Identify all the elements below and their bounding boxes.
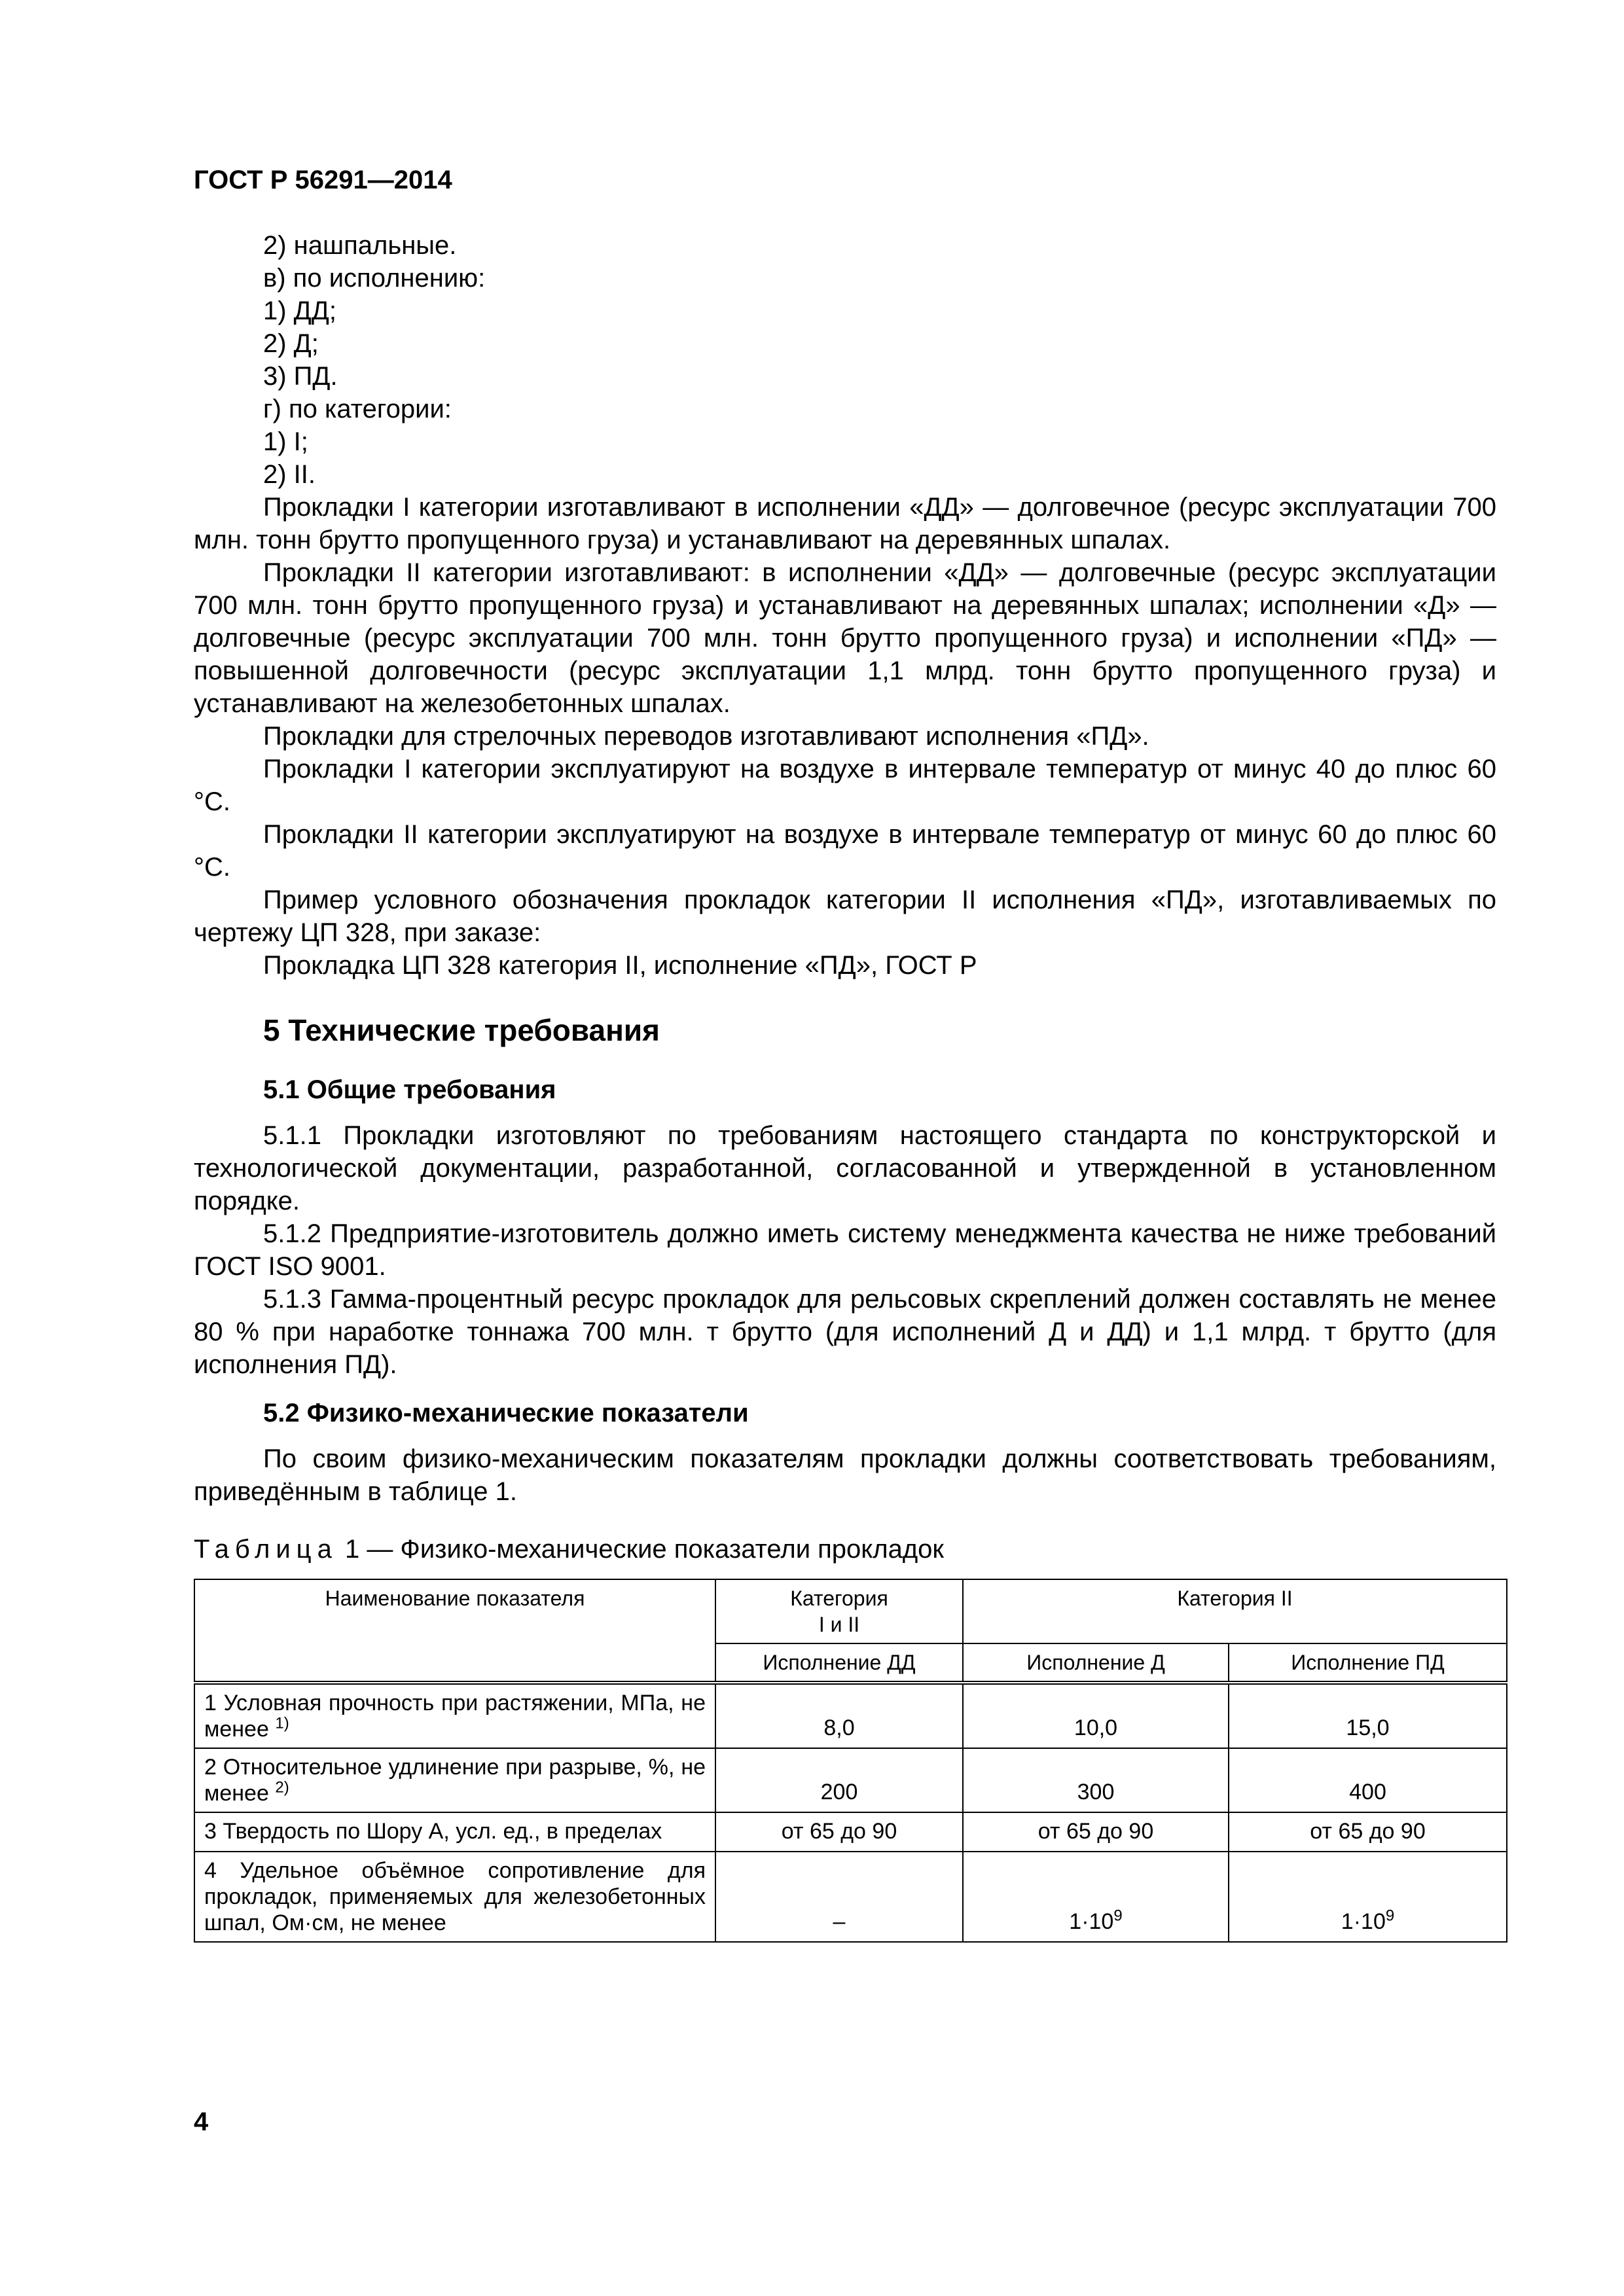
- table-row: [194, 1683, 1507, 1748]
- table-row: [194, 1748, 1507, 1812]
- header-execution-d: Исполнение Д: [963, 1643, 1229, 1683]
- header-execution-dd: Исполнение ДД: [715, 1643, 963, 1683]
- list-item: 2) нашпальные.: [263, 231, 457, 260]
- table-header-row: [194, 1579, 1507, 1643]
- header-category-2: Категория II: [963, 1579, 1507, 1643]
- paragraph: По своим физико-механическим показателям прокладки должны соответствовать требованиям, приведённым в таблице 1.: [194, 1444, 1496, 1506]
- footnote-marker: 2): [275, 1778, 289, 1797]
- cell-value-d: от 65 до 90: [963, 1812, 1229, 1852]
- cell-value-dd: от 65 до 90: [715, 1812, 963, 1852]
- cell-value-pd: [1229, 1852, 1507, 1942]
- cell-value-d: 300: [963, 1748, 1229, 1812]
- document-code-header: ГОСТ Р 56291—2014: [194, 166, 452, 194]
- cell-value-dd: –: [715, 1852, 963, 1942]
- row-indicator-name: 4 Удельное объёмное сопротивление для прокладок, применяемых для железобетонных шпал, Ом·см, не менее: [194, 1852, 715, 1942]
- value-base: 1·10: [1341, 1909, 1386, 1934]
- paragraph: 5.1.1 Прокладки изготовляют по требованиям настоящего стандарта по конструкторской и технологической документации, разработанной, согласованной и утвержденной в установленном порядке.: [194, 1121, 1496, 1215]
- list-item: 1) ДД;: [263, 296, 336, 325]
- paragraph: Прокладки для стрелочных переводов изготавливают исполнения «ПД».: [263, 722, 1149, 751]
- header-indicator-name: Наименование показателя: [194, 1579, 715, 1683]
- cell-value-pd: от 65 до 90: [1229, 1812, 1507, 1852]
- table-row: [194, 1812, 1507, 1852]
- paragraph: 5.1.2 Предприятие-изготовитель должно иметь систему менеджмента качества не ниже требований ГОСТ ISO 9001.: [194, 1219, 1496, 1281]
- cell-value-dd: 200: [715, 1748, 963, 1812]
- classification-list: [194, 229, 1496, 491]
- table-caption: [194, 1533, 1496, 1566]
- row-indicator-name: [194, 1683, 715, 1748]
- value-exponent: 9: [1113, 1907, 1123, 1925]
- section-heading: 5 Технические требования: [263, 1013, 660, 1047]
- header-category-label: Категория: [790, 1587, 888, 1610]
- paragraph: Прокладки II категории изготавливают: в исполнении «ДД» — долговечные (ресурс эксплуатации 700 млн. тонн брутто пропущенного груза) и устанавливают на деревянных шпалах; исполнении «Д» — долговечные (ресурс эксплуатации 700 млн. тонн брутто пропущенного груза) и исполнении «ПД» — повышенной долговечности (ресурс эксплуатации 1,1 млрд. тонн брутто пропущенного груза) и устанавливают на железобетонных шпалах.: [194, 558, 1496, 718]
- paragraph: Прокладки II категории эксплуатируют на воздухе в интервале температур от минус 60 до плюс 60 °С.: [194, 820, 1496, 882]
- paragraph: Прокладки I категории эксплуатируют на воздухе в интервале температур от минус 40 до плюс 60 °С.: [194, 755, 1496, 816]
- cell-value-pd: 400: [1229, 1748, 1507, 1812]
- paragraph: Прокладка ЦП 328 категория II, исполнение «ПД», ГОСТ Р: [263, 951, 977, 980]
- table-caption-text: 1 — Физико-механические показатели прокладок: [337, 1535, 944, 1564]
- value-base: 1·10: [1069, 1909, 1114, 1934]
- list-item: 1) I;: [263, 427, 308, 456]
- row-indicator-name: 3 Твердость по Шору А, усл. ед., в пределах: [194, 1812, 715, 1852]
- value-exponent: 9: [1385, 1907, 1395, 1925]
- paragraph: Прокладки I категории изготавливают в исполнении «ДД» — долговечное (ресурс эксплуатации 700 млн. тонн брутто пропущенного груза) и устанавливают на деревянных шпалах.: [194, 493, 1496, 554]
- properties-table: [194, 1579, 1507, 1943]
- list-item: 2) Д;: [263, 329, 319, 358]
- cell-value-d: 10,0: [963, 1683, 1229, 1748]
- list-item: в) по исполнению:: [263, 264, 486, 293]
- page-content: [194, 229, 1496, 1943]
- paragraph: Пример условного обозначения прокладок категории II исполнения «ПД», изготавливаемых по чертежу ЦП 328, при заказе:: [194, 886, 1496, 947]
- header-execution-pd: Исполнение ПД: [1229, 1643, 1507, 1683]
- subsection-heading: 5.2 Физико-механические показатели: [263, 1399, 749, 1427]
- header-category-1-2: [715, 1579, 963, 1643]
- list-item: г) по категории:: [263, 395, 452, 423]
- cell-value-d: [963, 1852, 1229, 1942]
- table-row: [194, 1852, 1507, 1942]
- row-name-text: 2 Относительное удлинение при разрыве, %, не менее: [204, 1755, 706, 1806]
- list-item: 3) ПД.: [263, 362, 338, 391]
- paragraph: 5.1.3 Гамма-процентный ресурс прокладок для рельсовых скреплений должен составлять не менее 80 % при наработке тоннажа 700 млн. т брутто (для исполнений Д и ДД) и 1,1 млрд. т брутто (для исполнения ПД).: [194, 1285, 1496, 1379]
- cell-value-pd: 15,0: [1229, 1683, 1507, 1748]
- cell-value-dd: 8,0: [715, 1683, 963, 1748]
- header-category-value: I и II: [818, 1613, 860, 1636]
- row-indicator-name: [194, 1748, 715, 1812]
- subsection-heading: 5.1 Общие требования: [263, 1075, 556, 1104]
- list-item: 2) II.: [263, 460, 316, 489]
- table-caption-word: Таблица: [194, 1535, 338, 1564]
- row-name-text: 1 Условная прочность при растяжении, МПа, не менее: [204, 1691, 706, 1742]
- page-number: 4: [194, 2108, 209, 2136]
- footnote-marker: 1): [275, 1714, 289, 1732]
